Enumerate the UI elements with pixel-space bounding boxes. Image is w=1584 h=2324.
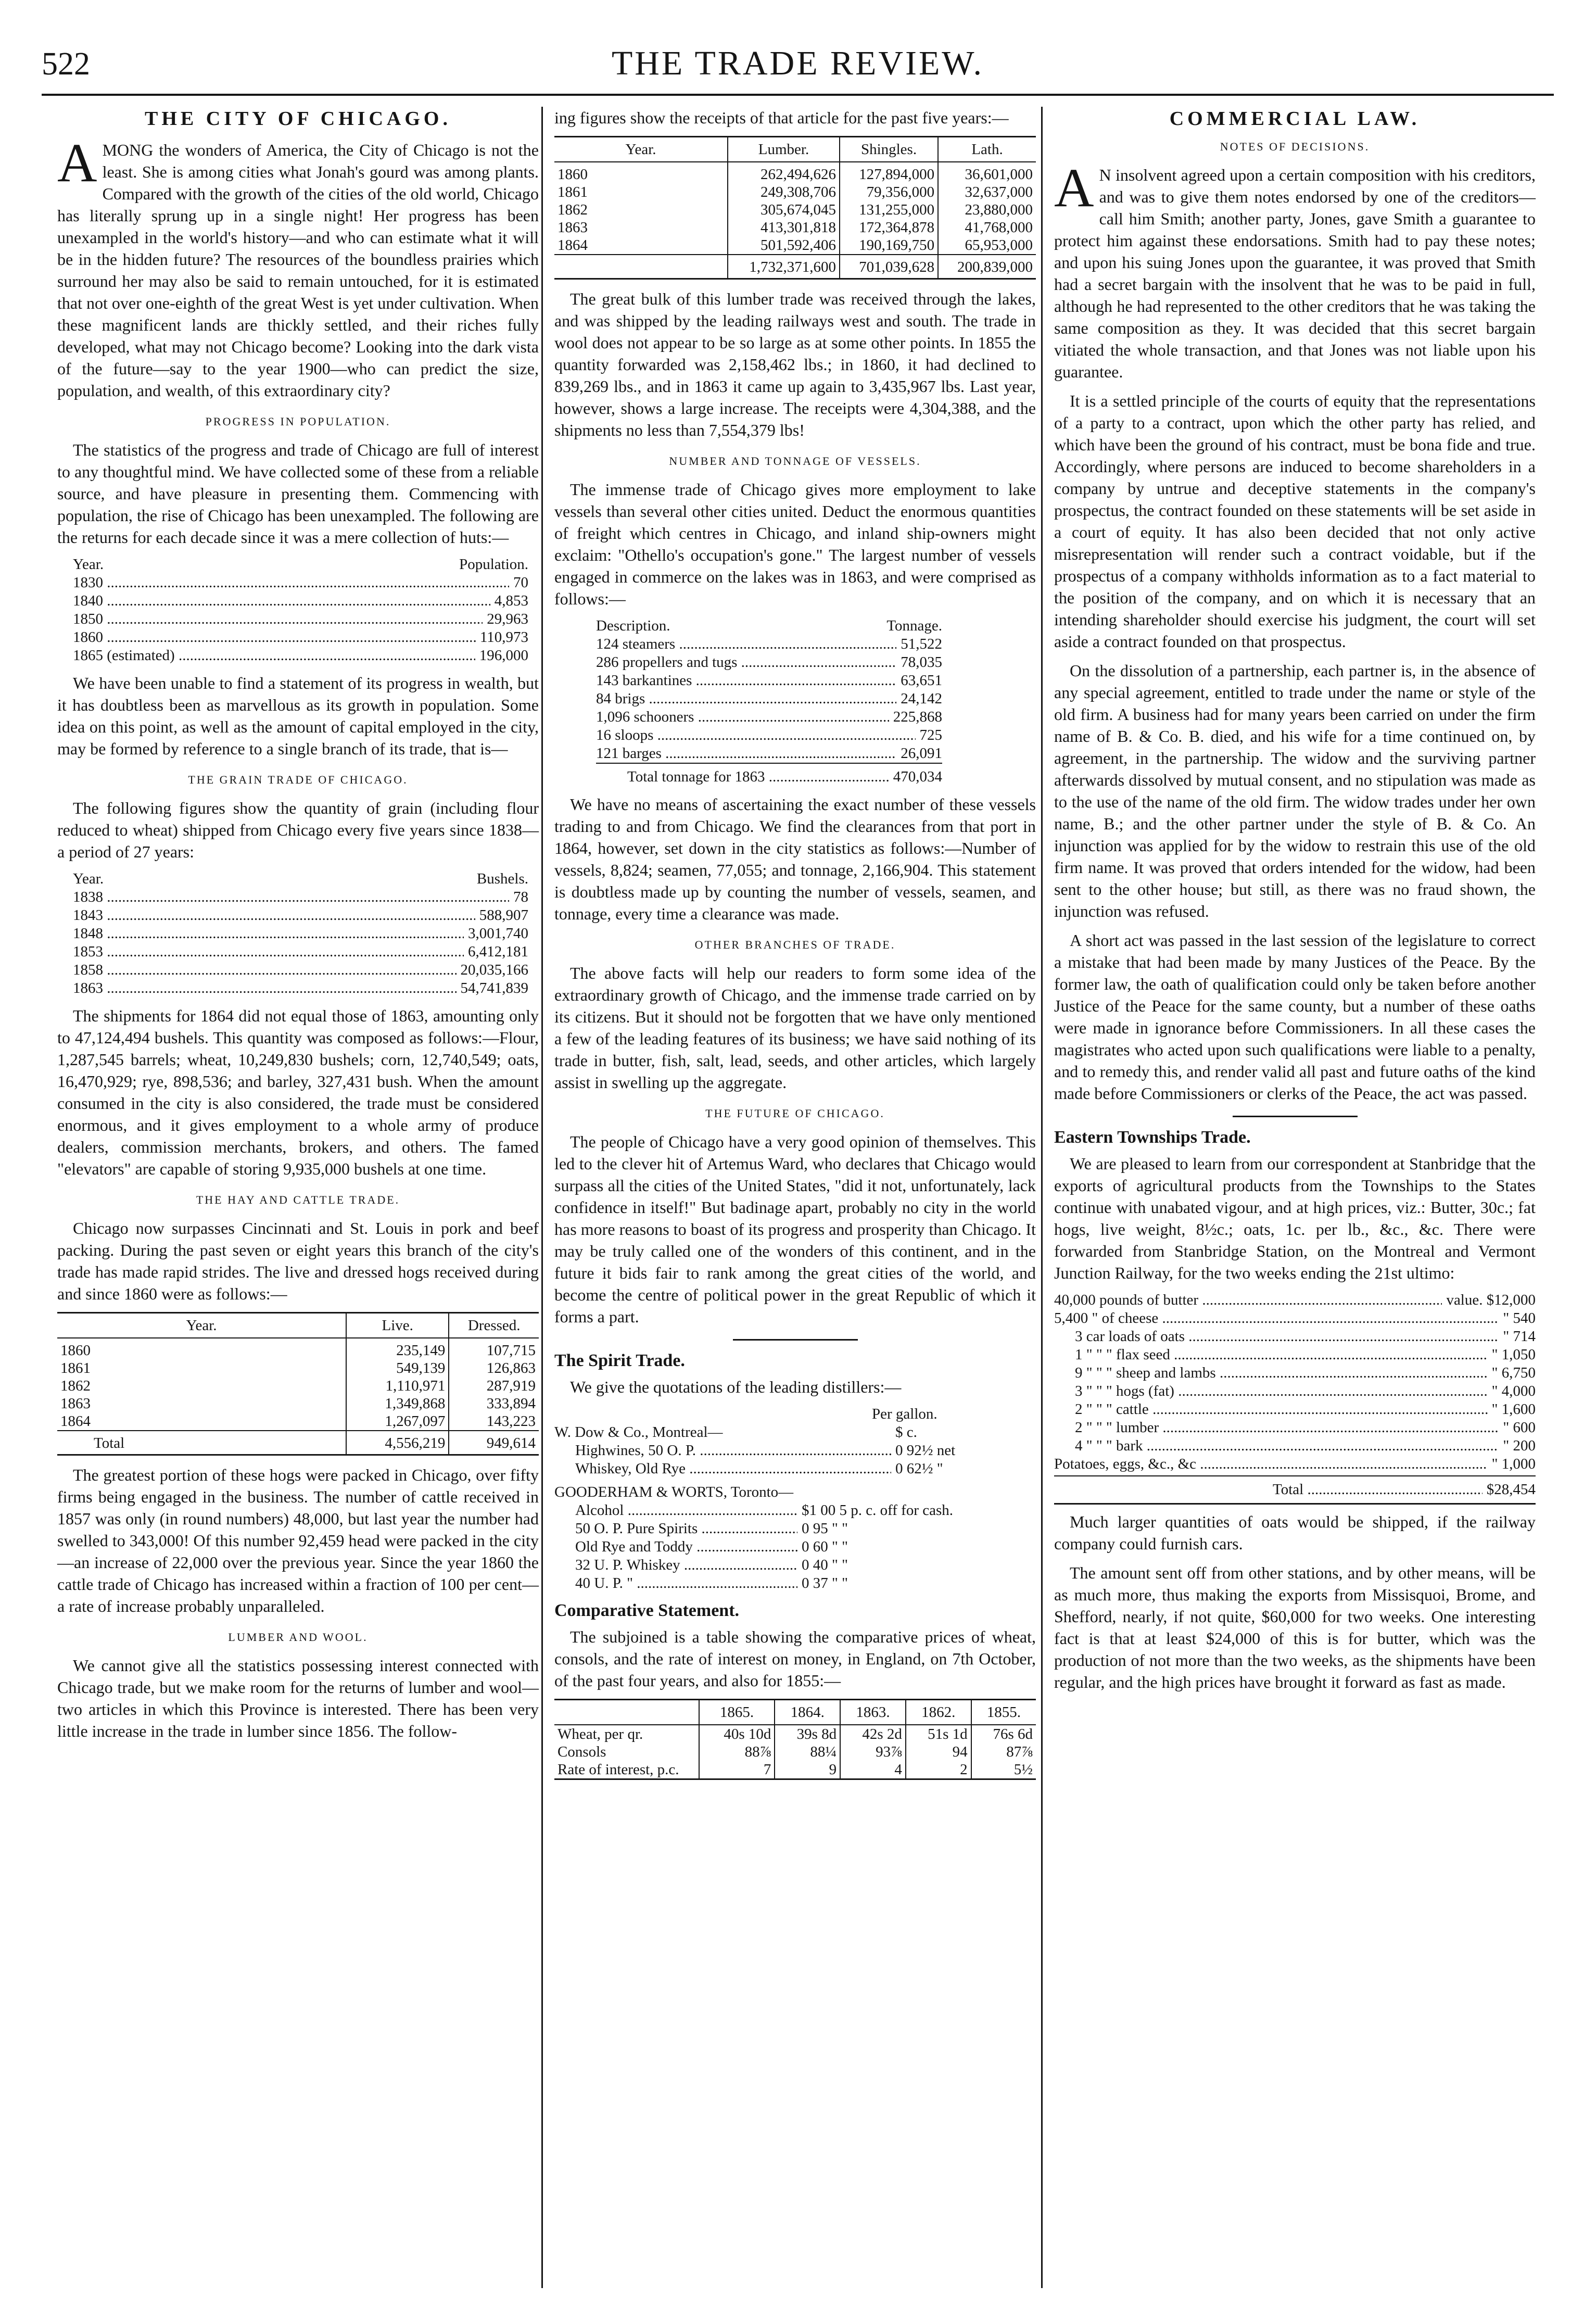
table-row: 1858 ..... 20,035,166 [73, 961, 528, 979]
grain-table-header: Year. Bushels. [73, 870, 528, 887]
table-row: 1863 1,349,868 333,894 [57, 1395, 539, 1412]
hogs-table-header: Year. Live. Dressed. [57, 1313, 539, 1338]
table-row: 2 " " " lumber ..... " 600 [1054, 1419, 1536, 1437]
hogs-total-row: Total 4,556,219 949,614 [57, 1431, 539, 1455]
table-row: 1864 501,592,406 190,169,750 65,953,000 [554, 236, 1036, 255]
table-row: 4 " " " bark ..... " 200 [1054, 1437, 1536, 1455]
population-table-header: Year. Population. [73, 556, 528, 573]
table-row: 1,096 schooners ..... 225,868 [596, 708, 942, 726]
dow-row: W. Dow & Co., Montreal— $ c. [554, 1424, 917, 1441]
lumber-continued: ing figures show the receipts of that article for the past five years:— [554, 108, 1009, 127]
table-row: Whiskey, Old Rye ..... 0 62½ " [554, 1460, 1025, 1478]
table-row: 1865 (estimated) ..... 196,000 [73, 647, 528, 665]
hay-cattle-heading: THE HAY AND CATTLE TRADE. [196, 1193, 400, 1206]
comparative-statement-paragraph: The subjoined is a table showing the comparative prices of wheat, consols, and the rate of interest on money, in England, on 7th October, of the past four years, and also for 1855:— [554, 1627, 1036, 1690]
gooderham-row: GOODERHAM & WORTS, Toronto— [554, 1484, 794, 1500]
lumber-paragraph: The great bulk of this lumber trade was received through the lakes, and was shipped by the leading railways west and south. The trade in wool does not appear to be so large as at some other points. In 1855 the quantity forwarded was 2,158,462 lbs.; in 1860, it had declined to 839,269 lbs., and in 1863 it came up again to 3,435,967 lbs. Last year, however, shows a large increase. The receipts were 4,304,388, and the shipments no less than 7,554,379 lbs! [554, 289, 1036, 439]
table-row: 2 " " " cattle ..... " 1,600 [1054, 1400, 1536, 1419]
table-row: 3 " " " hogs (fat) ..... " 4,000 [1054, 1382, 1536, 1400]
comparative-table [554, 1699, 1036, 1780]
spirit-trade-heading: The Spirit Trade. [554, 1351, 685, 1370]
article-title-commercial-law: COMMERCIAL LAW. [1169, 108, 1421, 130]
table-row: 16 sloops ..... 725 [596, 726, 942, 744]
law-paragraph-1: AN insolvent agreed upon a certain composition with his creditors, and was to give them notes endorsed by one of the creditors—call him Smith; another party, Jones, gave Smith a guarantee to protect him against these endorsations. Smith had to pay these notes; and upon his suing Jones upon the guarantee, it was proved that Smith had a secret bargain with the insolvent that he was to be paid in full, although he had represented to the other creditors that he was taking the same composition as they. It was decided that this secret bargain vitiated the whole transaction, and that Jones was not liable upon his guarantee. [1054, 157, 1536, 381]
table-row: Alcohol ..... $1 00 5 p. c. off for cash. [554, 1501, 1025, 1520]
page-header [42, 36, 1554, 96]
law-paragraph-2: It is a settled principle of the courts of equity that the representations of a party to a contract, upon which the other party has relied, and which have been the ground of his contract, must be bona fide and true. Accordingly, where persons are induced to become shareholders in a company by untrue and deceptive statements in the company's prospectus, the contract founded on these statements will be set aside in a court of equity. It has also been decided that not only active misrepresentation will render such a contract voidable, but if the prospectus of a company withholds information as to a fact material to the position of the company, and on which it is necessary that an intending shareholder should exercise his judgment, the court will set aside a contract founded on that prospectus. [1054, 391, 1536, 651]
hogs-paragraph: The greatest portion of these hogs were packed in Chicago, over fifty firms being engaged in the business. The number of cattle received in 1857 was only (in round numbers) 48,000, but last year the number had swelled to 343,000! Of this number 92,459 head were packed in the city—an increase of 22,000 over the previous year. Since the year 1860 the cattle trade of Chicago has increased within a fraction of 100 per cent—a rate of increase probably unparalleled. [57, 1466, 539, 1615]
population-heading: PROGRESS IN POPULATION. [205, 415, 391, 428]
grain-table [57, 870, 539, 997]
table-row: 1830 ..... 70 [73, 574, 528, 592]
table-row: 1838 ..... 78 [73, 888, 528, 906]
grain-paragraph: The following figures show the quantity of grain (including flour reduced to wheat) shipped from Chicago every five years since 1838—a period of 27 years: [57, 799, 539, 861]
lumber-table [554, 136, 1036, 280]
table-row: 1 " " " flax seed ..... " 1,050 [1054, 1346, 1536, 1364]
future-heading: THE FUTURE OF CHICAGO. [705, 1107, 885, 1120]
law-paragraph-3: On the dissolution of a partnership, each partner is, in the absence of any special agreement, entitled to trade under the name or style of the old firm. A business had for many years been carried on under the firm name of B. & Co. B. died, and his wife for a time continued on, by agreement, in the partnership. The widow and the surviving partner afterwards dissolved by mutual consent, and no stipulation was made as to the use of the name of the old firm. The widow trades under her own name, B.; and the other partner under the style of B. & Co. An injunction was applied for by the widow to restrain this use of the old firm name. It was proved that orders intended for the widow, had been sent to the other house; but still, as there was no fraud shown, the injunction was refused. [1054, 661, 1536, 920]
other-branches-paragraph: The above facts will help our readers to form some idea of the extraordinary growth of Chicago, and the immense trade carried on by its citizens. But it should not be forgotten that we have only mentioned a few of the leading features of its business; we have said nothing of its trade in butter, fish, salt, lead, seeds, and other articles, which largely assist in swelling up the aggregate. [554, 964, 1036, 1092]
grain-heading: THE GRAIN TRADE OF CHICAGO. [188, 773, 408, 786]
table-row: 32 U. P. Whiskey ..... 0 40 " " [554, 1556, 1025, 1574]
table-row: 1860 ..... 110,973 [73, 628, 528, 647]
table-row: 40 U. P. " ..... 0 37 " " [554, 1574, 1025, 1593]
lumber-wool-paragraph: We cannot give all the statistics possessing interest connected with Chicago trade, but we make room for the returns of lumber and wool—two articles in which this Province is interested. There has been very little increase in the trade in lumber since 1856. The follow- [57, 1656, 539, 1740]
table-row: 1861 549,139 126,863 [57, 1359, 539, 1377]
table-row: 40,000 pounds of butter ..... value. $12,000 [1054, 1291, 1536, 1309]
table-row: 1862 305,674,045 131,255,000 23,880,000 [554, 201, 1036, 219]
table-row: 121 barges ..... 26,091 [596, 744, 942, 764]
column-one [57, 107, 539, 1749]
wealth-paragraph: We have been unable to find a statement of its progress in wealth, but it has doubtless been as marvellous as its growth in population. Some idea on this point, as well as the amount of capital employed in the city, may be formed by reference to a single branch of its trade, that is— [57, 674, 539, 758]
comparative-table-header: 1865. 1864. 1863. 1862. 1855. [554, 1700, 1036, 1725]
table-row: Highwines, 50 O. P. ..... 0 92½ net [554, 1442, 1025, 1460]
law-paragraph-4: A short act was passed in the last session of the legislature to correct a mistake that had been made by many Justices of the Peace. By the former law, the oath of qualification could only be taken before another Justice of the Peace for the same county, but a number of these oaths were made in ignorance before Commissioners. In all these cases the magistrates who acted upon such qualifications were liable to a penalty, and to remedy this, and render valid all past and future oaths of the kind made before Commissioners or clerks of the Peace, the act was passed. [1054, 931, 1536, 1103]
publication-title: THE TRADE REVIEW. [611, 44, 984, 82]
table-row: 1848 ..... 3,001,740 [73, 925, 528, 943]
eastern-townships-paragraph: We are pleased to learn from our correspondent at Stanbridge that the exports of agricultural products from the Townships to the States continue with unabated vigour, and at high prices, viz.: Butter, 30c.; fat hogs, live weight, 8½c.; oats, 1c. per lb., &c., &c. There were forwarded from Stanbridge Station, on the Montreal and Vermont Junction Railway, for the two weeks ending the 21st ultimo: [1054, 1154, 1536, 1282]
commercial-law-subtitle: NOTES OF DECISIONS. [1220, 140, 1370, 153]
lumber-total-row: 1,732,371,600 701,039,628 200,839,000 [554, 255, 1036, 279]
table-row: Consols 88⅞ 88¼ 93⅞ 94 87⅞ [554, 1743, 1036, 1761]
table-row: 1840 ..... 4,853 [73, 592, 528, 610]
exports-summary-paragraph: The amount sent off from other stations, and by other means, will be as much more, thus making the exports from Missisquoi, Brome, and Shefford, nearly, if not quite, $60,000 for two weeks. One interesting fact is that at least $24,000 of this is for butter, which was the production of not more than the two weeks, as the shipments have been regular, and the high prices have brought it forward as fast as made. [1054, 1563, 1536, 1691]
table-row: 1860 262,494,626 127,894,000 36,601,000 [554, 166, 1036, 183]
population-table [57, 555, 539, 665]
exports-rule [1054, 1503, 1536, 1505]
clearances-paragraph: We have no means of ascertaining the exact number of these vessels trading to and from Chicago. We find the clearances from that port in 1864, however, set down in the city statistics as follows:—Number of vessels, 8,824; seamen, 77,055; and tonnage, 2,166,904. This statement is doubtless made up by counting the number of vessels, seamen, and tonnage, every time a clearance was made. [554, 795, 1036, 923]
population-paragraph: The statistics of the progress and trade of Chicago are full of interest to any thoughtful mind. We have collected some of these from a reliable source, and have pleasure in presenting them. Commencing with population, the rise of Chicago has been unexampled. The following are the returns for each decade since it was a mere collection of huts:— [57, 440, 539, 547]
hay-cattle-paragraph: Chicago now surpasses Cincinnati and St. Louis in pork and beef packing. During the past seven or eight years this branch of the city's trade has made rapid strides. The live and dressed hogs received during and since 1860 were as follows:— [57, 1219, 539, 1303]
page-number: 522 [42, 46, 90, 82]
table-row: 1861 249,308,706 79,356,000 32,637,000 [554, 183, 1036, 201]
table-row: 50 O. P. Pure Spirits ..... 0 95 " " [554, 1520, 1025, 1538]
chicago-intro: AMONG the wonders of America, the City of Chicago is not the least. She is among cities what Jonah's gourd was among plants. Compared with the growth of the cities of the old world, Chicago has literally sprung up in a single night! Her progress has been unexampled in the world's history—and who can estimate what it will be in the hidden future? The resources of the boundless prairies which surround her may also be said to remain untouched, for it is estimated that not over one-eighth of the great West is yet under cultivation. When these magnificent lands are thickly settled, and their riches fully developed, what may not Chicago become? Looking into the dark vista of the future—say to the year 1900—who can predict the size, population, and wealth, of this extraordinary city? [57, 132, 539, 400]
oats-paragraph: Much larger quantities of oats would be shipped, if the railway company could furnish cars. [1054, 1512, 1536, 1553]
table-row: 124 steamers ..... 51,522 [596, 635, 942, 653]
column-two [554, 107, 1036, 1788]
table-row: 9 " " " sheep and lambs ..... " 6,750 [1054, 1364, 1536, 1382]
table-row: 1864 1,267,097 143,223 [57, 1412, 539, 1431]
table-row: Old Rye and Toddy ..... 0 60 " " [554, 1538, 1025, 1556]
comparative-statement-heading: Comparative Statement. [554, 1601, 740, 1620]
section-divider [733, 1339, 858, 1341]
other-branches-heading: OTHER BRANCHES OF TRADE. [694, 938, 896, 951]
table-row: 3 car loads of oats ..... " 714 [1054, 1328, 1536, 1346]
eastern-townships-heading: Eastern Townships Trade. [1054, 1128, 1251, 1147]
table-row: 1843 ..... 588,907 [73, 906, 528, 925]
future-paragraph: The people of Chicago have a very good opinion of themselves. This led to the clever hit of Artemus Ward, who declares that Chicago would surpass all the cities of the United States, "did it not, unfortunately, lack confidence in itself!" But badinage apart, probably no city in the world has more reasons to boast of its progress and prosperity than Chicago. It may be truly called one of the wonders of this continent, and in the future it bids fair to rank among the great cities of the world, and become the centre of political power in the great Republic of which it forms a part. [554, 1132, 1036, 1326]
column-rule [541, 107, 543, 2288]
table-row: 1862 1,110,971 287,919 [57, 1377, 539, 1395]
table-row: 1863 ..... 54,741,839 [73, 979, 528, 997]
table-row: 1863 413,301,818 172,364,878 41,768,000 [554, 219, 1036, 236]
table-row: Potatoes, eggs, &c., &c ..... " 1,000 [1054, 1455, 1536, 1476]
vessels-table-header: Description. Tonnage. [596, 617, 942, 634]
lumber-table-header: Year. Lumber. Shingles. Lath. [554, 137, 1036, 162]
vessels-heading: NUMBER AND TONNAGE OF VESSELS. [669, 454, 921, 468]
table-row: 1853 ..... 6,412,181 [73, 943, 528, 961]
shipments-paragraph: The shipments for 1864 did not equal those of 1863, amounting only to 47,124,494 bushels. This quantity was composed as follows:—Flour, 1,287,545 barrels; wheat, 10,249,830 bushels; corn, 12,740,549; oats, 16,470,929; rye, 898,536; and barley, 327,431 bush. When the amount consumed in the city is also considered, the trade must be considered enormous, and it gives employment to a whole army of produce dealers, commission merchants, brokers, and others. The famed "elevators" are capable of storing 9,935,000 bushels at one time. [57, 1006, 539, 1178]
spirit-column-header: Per gallon. [872, 1406, 937, 1422]
spirit-quotations [554, 1405, 1036, 1593]
vessels-table [554, 617, 1036, 786]
section-divider [1233, 1116, 1358, 1117]
vessels-total-row: Total tonnage for 1863 ..... 470,034 [596, 768, 942, 786]
spirit-trade-paragraph: We give the quotations of the leading distillers:— [570, 1378, 902, 1396]
article-title-chicago: THE CITY OF CHICAGO. [144, 108, 451, 130]
table-row: 286 propellers and tugs ..... 78,035 [596, 653, 942, 672]
exports-table [1054, 1291, 1536, 1499]
vessels-paragraph: The immense trade of Chicago gives more employment to lake vessels than several other cities united. Deduct the enormous quantities of freight which centres in Chicago, and inland ship-owners might exclaim: "Othello's occupation's gone." The largest number of vessels engaged in commerce on the lakes was in 1863, and were comprised as follows:— [554, 480, 1036, 608]
lumber-wool-heading: LUMBER AND WOOL. [228, 1631, 368, 1644]
table-row: 1850 ..... 29,963 [73, 610, 528, 628]
table-row: Wheat, per qr. 40s 10d 39s 8d 42s 2d 51s 1d 76s 6d [554, 1725, 1036, 1743]
table-row: 143 barkantines ..... 63,651 [596, 672, 942, 690]
table-row: Rate of interest, p.c. 7 9 4 2 5½ [554, 1761, 1036, 1779]
table-row: 84 brigs ..... 24,142 [596, 690, 942, 708]
table-row: 1860 235,149 107,715 [57, 1342, 539, 1359]
table-row: 5,400 " of cheese ..... " 540 [1054, 1309, 1536, 1328]
hogs-table [57, 1312, 539, 1456]
column-rule [1041, 107, 1043, 2288]
column-three [1054, 107, 1536, 1700]
exports-total-row: Total ..... $28,454 [1054, 1481, 1536, 1499]
